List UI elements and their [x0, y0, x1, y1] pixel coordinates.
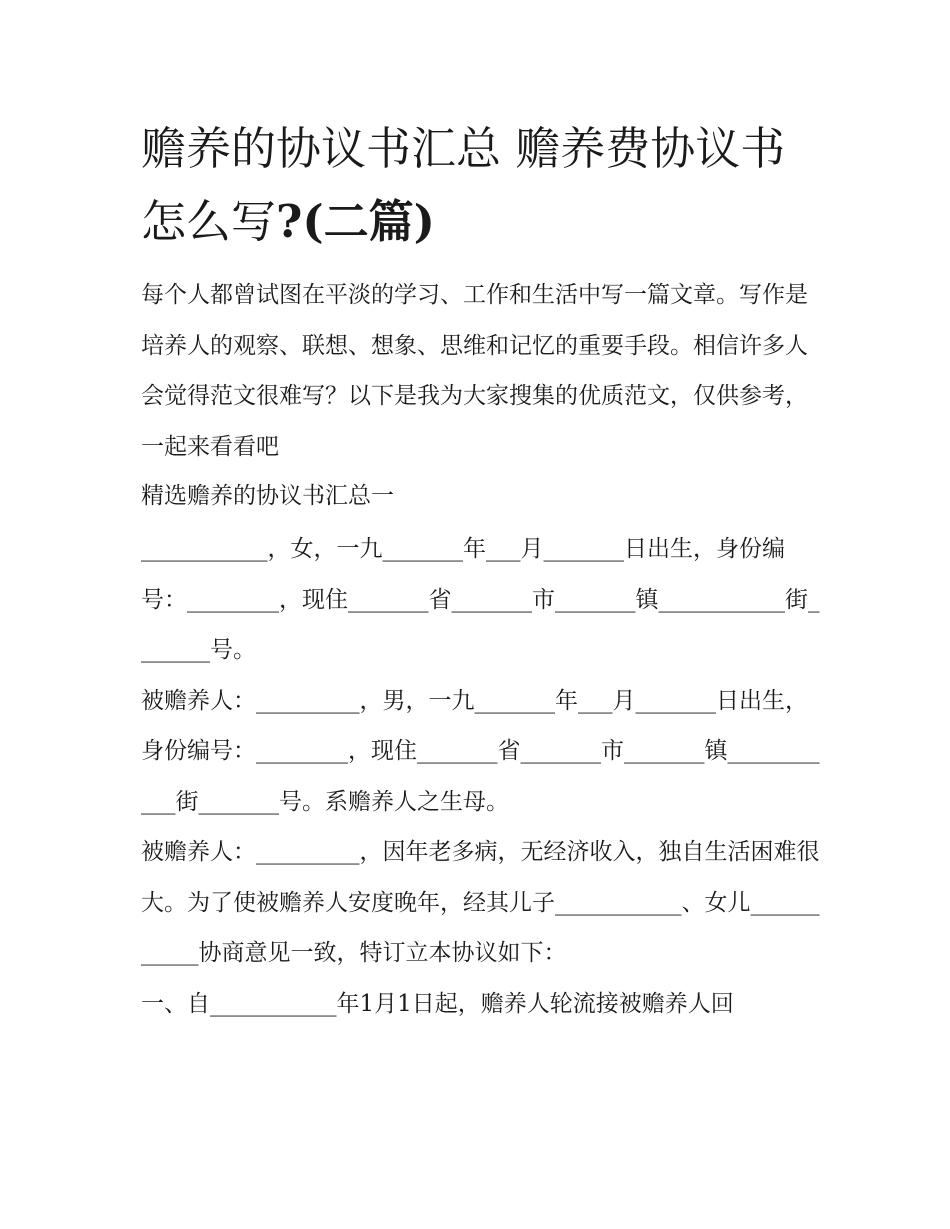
supported-person-info-paragraph: 被赡养人：_________，男，一九_______年___月_______日出生，身份编号：________，现住_______省_______市_______镇___________街_______号。系赡养人之生母。: [141, 687, 820, 815]
agreement-reason-paragraph: 被赡养人：_________，因年老多病，无经济收入，独自生活困难很大。为了使被赡养人安度晚年，经其儿子___________、女儿___________协商意见一致，特订立本协议如下：: [141, 839, 820, 966]
document-body: [141, 270, 821, 1029]
supporter-info-paragraph: ___________，女，一九_______年___月_______日出生，身份编号：________，现住_______省_______市_______镇___________街_______号。: [141, 536, 820, 663]
title-suffix: ?(二篇): [276, 195, 435, 248]
title-main: 赡养的协议书汇总 赡养费协议书怎么写: [141, 122, 786, 248]
document-title: [141, 112, 821, 258]
clause-one-paragraph: 一、自___________年1月1日起，赡养人轮流接被赡养人回: [141, 990, 734, 1017]
intro-paragraph: 每个人都曾试图在平淡的学习、工作和生活中写一篇文章。写作是培养人的观察、联想、想象、思维和记忆的重要手段。相信许多人会觉得范文很难写？以下是我为大家搜集的优质范文，仅供参考，一起来看看吧: [141, 282, 808, 460]
section-heading: 精选赡养的协议书汇总一: [141, 483, 394, 509]
document-page: [141, 112, 821, 1029]
